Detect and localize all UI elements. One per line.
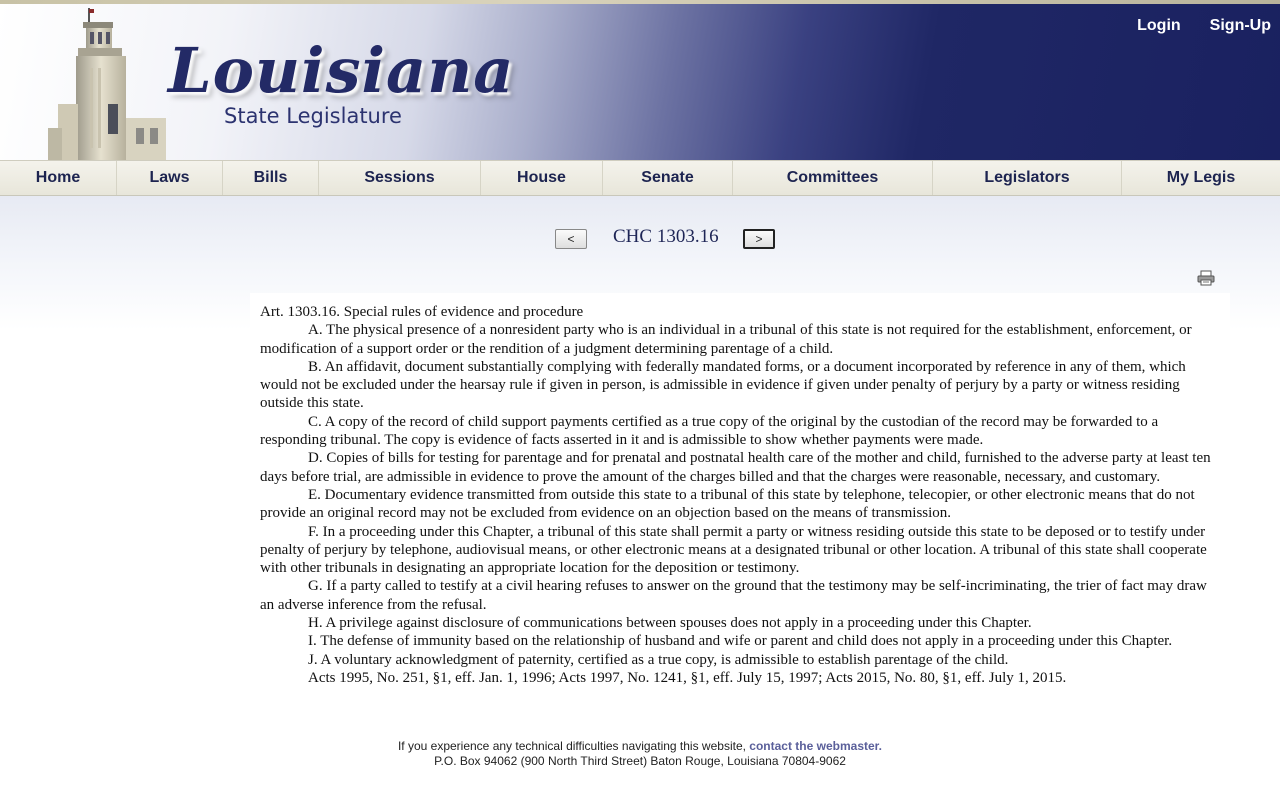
contact-webmaster-link[interactable]: contact the webmaster. bbox=[749, 739, 883, 753]
print-icon[interactable] bbox=[1197, 270, 1215, 286]
capitol-building-image bbox=[28, 8, 178, 160]
logo-wordmark[interactable]: Louisiana bbox=[168, 34, 515, 107]
paragraph-j: J. A voluntary acknowledgment of paternity, certified as a true copy, is admissible to establish parentage of the child. bbox=[308, 651, 1009, 668]
legislative-history: Acts 1995, No. 251, §1, eff. Jan. 1, 1996; Acts 1997, No. 1241, §1, eff. July 15, 1997; Acts 2015, No. 80, §1, eff. July 1, 2015. bbox=[308, 669, 1067, 686]
site-header bbox=[0, 0, 1280, 160]
paragraph-b: B. An affidavit, document substantially complying with federally mandated forms, or a document incorporated by reference in any of them, which would not be excluded under the hearsay rule if given in person, is admissible in evidence if given under penalty of perjury by a party or witness residing outside this state. bbox=[260, 358, 1186, 412]
footer-address: P.O. Box 94062 (900 North Third Street) Baton Rouge, Louisiana 70804-9062 bbox=[434, 754, 846, 768]
paragraph-e: E. Documentary evidence transmitted from outside this state to a tribunal of this state by telephone, telecopier, or other electronic means that do not provide an original record may not be excluded from evidence on an objection based on the means of transmission. bbox=[260, 486, 1195, 522]
login-link[interactable]: Login bbox=[1137, 17, 1181, 34]
footer-help-line bbox=[0, 739, 1280, 754]
article-heading: Art. 1303.16. Special rules of evidence and procedure bbox=[260, 304, 584, 320]
law-text-panel bbox=[250, 293, 1230, 733]
main-nav bbox=[0, 160, 1280, 196]
paragraph-g: G. If a party called to testify at a civil hearing refuses to answer on the ground that the testimony may be self-incriminating, the trier of fact may draw an adverse inference from the refusal. bbox=[260, 578, 1207, 613]
paragraph-a: A. The physical presence of a nonresident party who is an individual in a tribunal of this state is not required for the establishment, enforcement, or modification of a support order or the rendition of a judgment determining parentage of a child. bbox=[260, 322, 1192, 357]
next-article-button[interactable]: > bbox=[743, 229, 775, 249]
paragraph-i: I. The defense of immunity based on the relationship of husband and wife or parent and child does not apply in a proceeding under this Chapter. bbox=[308, 633, 1173, 650]
nav-house[interactable]: House bbox=[481, 161, 603, 195]
nav-home[interactable]: Home bbox=[0, 161, 117, 195]
auth-links bbox=[1137, 17, 1271, 35]
site-footer bbox=[0, 739, 1280, 769]
logo-subtitle: State Legislature bbox=[224, 104, 402, 128]
previous-article-button[interactable]: < bbox=[555, 229, 587, 249]
nav-committees[interactable]: Committees bbox=[733, 161, 933, 195]
paragraph-h: H. A privilege against disclosure of communications between spouses does not apply in a proceeding under this Chapter. bbox=[308, 615, 1032, 632]
signup-link[interactable]: Sign-Up bbox=[1209, 17, 1271, 34]
nav-my-legis[interactable]: My Legis bbox=[1166, 169, 1236, 186]
footer-help-text: If you experience any technical difficulties navigating this website, bbox=[397, 739, 746, 753]
paragraph-f: F. In a proceeding under this Chapter, a tribunal of this state shall permit a party or witness residing outside this state to be deposed or to testify under penalty of perjury by telephone, audiovisual means, or other electronic means at a designated tribunal or other location. A tribunal of this state shall cooperate with other tribunals in designating an appropriate location for the deposition or testimony. bbox=[260, 523, 1207, 577]
paragraph-c: C. A copy of the record of child support payments certified as a true copy of the original by the custodian of the record may be forwarded to a responding tribunal. The copy is evidence of facts asserted in it and is admissible to show whether payments were made. bbox=[260, 413, 1159, 449]
nav-sessions[interactable]: Sessions bbox=[319, 161, 481, 195]
header-top-border bbox=[0, 0, 1280, 4]
nav-legislators[interactable]: Legislators bbox=[933, 161, 1122, 195]
document-navigator bbox=[0, 226, 1280, 252]
nav-senate[interactable]: Senate bbox=[603, 161, 733, 195]
nav-laws[interactable]: Laws bbox=[117, 161, 223, 195]
document-title: CHC 1303.16 bbox=[613, 226, 719, 247]
paragraph-d: D. Copies of bills for testing for parentage and for prenatal and postnatal health care of the mother and child, furnished to the adverse party at least ten days before trial, are admissible in evidence to prove the amount of the charges billed and that the charges were reasonable, necessary, and customary. bbox=[260, 450, 1211, 485]
nav-bills[interactable]: Bills bbox=[223, 161, 319, 195]
